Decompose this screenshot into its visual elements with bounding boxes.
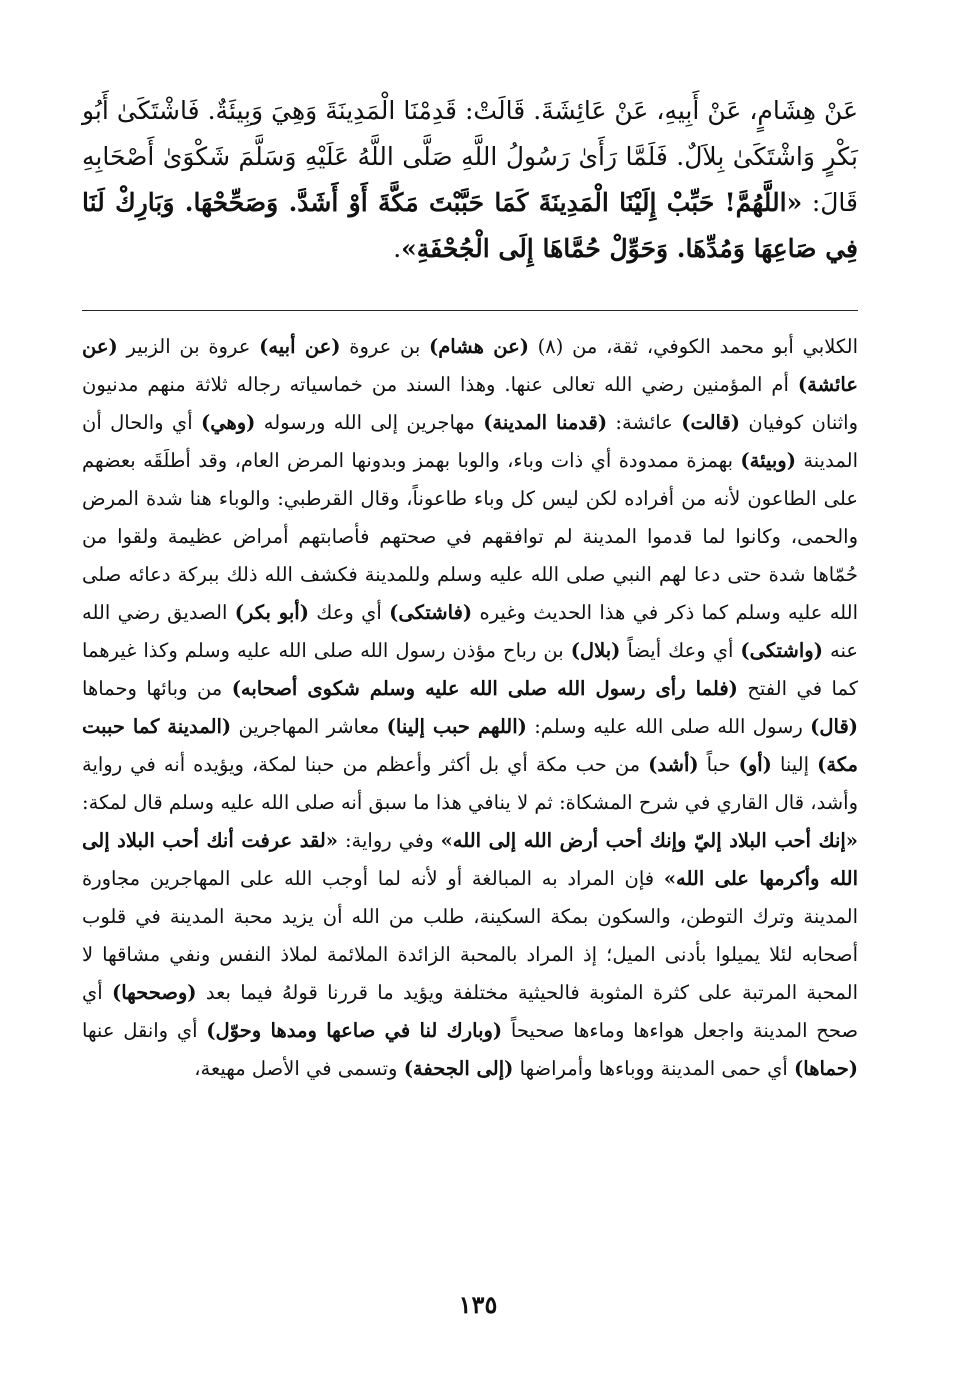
hadith-text-block — [82, 88, 858, 272]
commentary-text: أي وانقل عنها — [82, 1019, 207, 1042]
commentary-quote: (وهي) — [200, 411, 256, 434]
hadith-end-dot: . — [393, 234, 402, 263]
commentary-text: معاشر المهاجرين — [231, 715, 387, 738]
commentary-quote: «إنك أحب البلاد إليّ وإنك أحب أرض الله إلى الله» — [440, 829, 858, 852]
commentary-text: أي وعك — [308, 601, 390, 624]
commentary-text: بهمزة ممدودة أي ذات وباء، والوبا بهمز وبدونها المرض العام، وقد أطلَقَه بعضهم على الطاعون لأنه من أفراده لكن ليس كل وباء طاعوناً، وقال القرطبي: والوباء هنا شدة المرض والحمى، وكانوا لما قدموا المدينة لم توافقهم في صحتهم فأصابتهم أمراض عظيمة ولقوا من حُمّاها شدة حتى دعا لهم النبي صلى الله عليه وسلم وللمدينة فكشف الله ذلك ببركة دعائه صلى الله عليه وسلم كما ذكر في هذا الحديث وغيره — [82, 449, 858, 624]
commentary-paragraph — [82, 328, 858, 1088]
commentary-quote: (المدينة كما حببت مكة) — [82, 715, 859, 776]
commentary-quote: (أو) — [738, 753, 772, 776]
commentary-text: إلينا — [771, 753, 818, 776]
commentary-quote: (وبيئة) — [740, 449, 796, 472]
commentary-quote: (قالت) — [681, 411, 741, 434]
hadith-narration: عَنْ هِشَامٍ، عَنْ أَبِيهِ، عَنْ عَائِشَةَ. قَالَتْ: قَدِمْنَا الْمَدِينَةَ وَهِيَ وَبِيئَةٌ. فَاشْتَكَىٰ أَبُو بَكْرٍ وَاشْتَكَىٰ بِلاَلٌ. فَلَمَّا رَأَىٰ رَسُولُ اللَّهِ صَلَّى اللَّهُ عَلَيْهِ وَسَلَّمَ شَكْوَىٰ أَصْحَابِهِ قَالَ: — [82, 96, 858, 217]
commentary-quote: «لقد عرفت أنك أحب البلاد إلى الله وأكرمها على الله» — [82, 829, 858, 890]
commentary-quote: (فاشتكى) — [389, 601, 473, 624]
commentary-text: رسول الله صلى الله عليه وسلم: — [526, 715, 811, 738]
commentary-quote: (وبارك لنا في صاعها ومدها وحوّل) — [206, 1019, 503, 1042]
commentary-text: حباً — [698, 753, 739, 776]
commentary-quote: (حماها) — [794, 1057, 858, 1080]
commentary-text: بن عروة — [340, 335, 429, 358]
commentary-quote: (بلال) — [570, 639, 621, 662]
commentary-text: مهاجرين إلى الله ورسوله — [255, 411, 484, 434]
commentary-text: عروة بن الزبير — [117, 335, 260, 358]
commentary-text: وفي رواية: — [337, 829, 441, 852]
commentary-text: أي حمى المدينة ووباءها وأمراضها — [513, 1057, 795, 1080]
commentary-quote: (أشد) — [648, 753, 699, 776]
commentary-text: بن رباح مؤذن رسول الله صلى الله عليه وسلم وكذا غيرهما كما في الفتح — [82, 639, 858, 700]
hadith-text — [82, 88, 858, 272]
commentary-text: أي والحال أن المدينة — [82, 411, 858, 472]
commentary-quote: (واشتكى) — [740, 639, 823, 662]
commentary-text: من حب مكة أي بل أكثر وأعظم من حبنا لمكة، ويؤيده أنه في رواية وأشد، قال القاري في شرح المشكاة: ثم لا ينافي هذا ما سبق أنه صلى الله عليه وسلم قال لمكة: — [82, 753, 858, 814]
commentary-quote: (أبو بكر) — [234, 601, 309, 624]
commentary-text: عائشة: — [607, 411, 682, 434]
commentary-text: فإن المراد به المبالغة أو لأنه لما أوجب الله على المهاجرين مجاورة المدينة وترك التوطن، والسكون بمكة السكينة، طلب من الله أن يزيد محبة المدينة في قلوب أصحابه لئلا يميلوا بأدنى الميل؛ إذ المراد بالمحبة الزائدة الملائمة لملاذ النفس ونفي مشاقها لا المحبة المرتبة على كثرة المثوبة فالحيثية مختلفة ويؤيد ما قررنا قولهُ فيما بعد — [82, 867, 858, 1004]
hadith-prayer: «اللَّهُمَّ! حَبِّبْ إِلَيْنَا الْمَدِينَةَ كَمَا حَبَّبْتَ مَكَّةَ أَوْ أَشَدَّ. وَصَحِّحْهَا. وَبَارِكْ لَنَا فِي صَاعِهَا وَمُدِّهَا. وَحَوِّلْ حُمَّاهَا إِلَى الْجُحْفَةِ» — [82, 188, 858, 263]
commentary-quote: (فلما رأى رسول الله صلى الله عليه وسلم شكوى أصحابه) — [231, 677, 738, 700]
page-number: ١٣٥ — [458, 1290, 498, 1319]
commentary-text: وتسمى في الأصل مهيعة، — [194, 1057, 404, 1080]
hadith-paragraph — [82, 88, 858, 272]
commentary-text: الصديق رضي الله عنه — [82, 601, 858, 662]
commentary-quote: (قدمنا المدينة) — [483, 411, 608, 434]
commentary-text: أي صحح المدينة واجعل هواءها وماءها صحيحاً — [82, 981, 859, 1042]
commentary-quote: (اللهم حبب إلينا) — [386, 715, 527, 738]
footnote-divider — [82, 310, 858, 311]
commentary-text: أم المؤمنين رضي الله تعالى عنها. وهذا السند من خماسياته رجاله ثلاثة منهم مدنيون واثنان كوفيان — [82, 373, 858, 434]
commentary-text: أي وعك أيضاً — [620, 639, 741, 662]
commentary-text: الكلابي أبو محمد الكوفي، ثقة، من (٨) — [528, 335, 858, 358]
commentary-quote: (قال) — [810, 715, 858, 738]
commentary-block — [82, 328, 858, 1088]
commentary-quote: (عن عائشة) — [82, 335, 858, 396]
commentary-quote: (وصححها) — [112, 981, 197, 1004]
commentary-quote: (عن هشام) — [429, 335, 529, 358]
commentary-quote: (إلى الجحفة) — [403, 1057, 514, 1080]
commentary-text: من وبائها وحماها — [82, 677, 232, 700]
commentary-quote: (عن أبيه) — [259, 335, 341, 358]
